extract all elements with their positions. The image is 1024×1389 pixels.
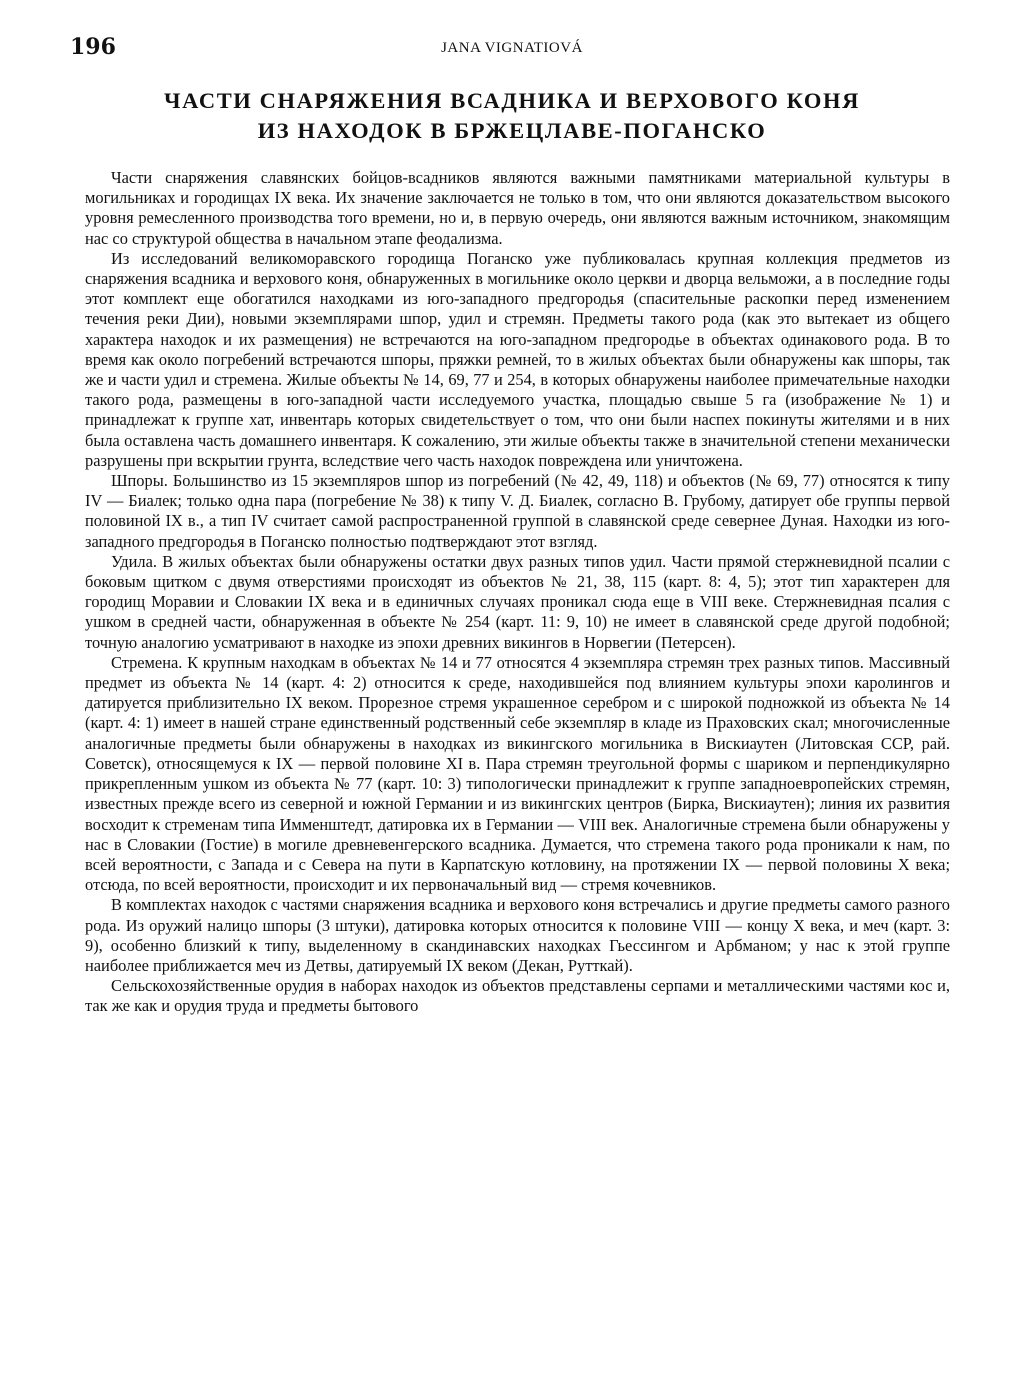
paragraph [85,895,950,976]
paragraph-text: Сельскохозяйственные орудия в наборах находок из объектов представлены серпами и металлическими частями кос и, так же как и орудия труда и предметы бытового [85,976,950,1016]
paragraph [85,976,950,1016]
article-title-line-1: ЧАСТИ СНАРЯЖЕНИЯ ВСАДНИКА И ВЕРХОВОГО КОНЯ [164,88,860,113]
running-title-author: JANA VIGNATIOVÁ [441,40,583,56]
article-body [85,168,950,1384]
paragraph-text: Части снаряжения славянских бойцов-всадников являются важными памятниками материальной культуры в могильниках и городищах IX века. Их значение заключается не только в том, что они являются доказательством высокого уровня ремесленного производства того времени, но и, в первую очередь, они являются важным источником, знакомящим нас со структурой общества в начальном этапе феодализма. [85,168,950,248]
article-title-line-2: ИЗ НАХОДОК В БРЖЕЦЛАВЕ-ПОГАНСКО [257,118,767,143]
paragraph-lead-word: Удила. [111,551,157,571]
paragraph [85,471,950,552]
paragraph [85,552,950,653]
paragraph [85,249,950,471]
paragraph-text: В комплектах находок с частями снаряжения всадника и верхового коня встречались и другие предметы самого разного рода. Из оружий налицо шпоры (3 штуки), датировка которых относится к половине VIII — концу X века, и меч (карт. 3: 9), особенно близкий к типу, выделенному в скандинавских находках Гьессингом и Арбманом; у нас к этой группе наиболее приближается меч из Детвы, датируемый IX веком (Декан, Рутткай). [85,895,950,975]
article-title [70,86,954,146]
paragraph [85,653,950,895]
paragraph-lead-word: Стремена. [111,652,183,672]
paragraph [85,168,950,249]
page-number: 196 [70,34,116,60]
paragraph-text: В жилых объектах были обнаружены остатки двух разных типов удил. Части прямой стержневидной псалии с боковым щитком с двумя отверстиями происходят из объектов № 21, 38, 115 (карт. 8: 4, 5); этот тип характерен для городищ Моравии и Словакии IX века и в единичных случаях проникал сюда еще в VIII веке. Стержневидная псалия с ушком в средней части, обнаруженная в объекте № 254 (карт. 11: 9, 10) не имеет в славянской среде другой подобной; точную аналогию усматривают в находке из эпохи древних викингов в Норвегии (Петерсен). [85,551,950,652]
paragraph-text: Из исследований великоморавского городища Поганско уже публиковалась крупная коллекция предметов из снаряжения всадника и верхового коня, обнаруженных в могильнике около церкви и дворца вельможи, а в последние годы этот комплект еще обогатился находками из юго-западного предгородья (спасительные раскопки перед изменением течения реки Дии), новыми экземплярами шпор, удил и стремян. Предметы такого рода (как это вытекает из общего характера находок и их размещения) не встречаются на юго-западном предгородье в объектах одинакового рода. В то время как около погребений встречаются шпоры, пряжки ремней, то в жилых объектах были обнаружены как шпоры, так же и части удил и стремена. Жилые объекты № 14, 69, 77 и 254, в которых обнаружены наиболее примечательные находки такого рода, размещены в юго-западной части исследуемого участка, площадью свыше 5 га (изображение № 1) и принадлежат к группе хат, инвентарь которых свидетельствует о том, что они были наспех покинуты жителями и в них была оставлена часть домашнего инвентаря. К сожалению, эти жилые объекты также в значительной степени механически разрушены при вскрытии грунта, вследствие чего часть находок повреждена или уничтожена. [85,248,950,470]
paragraph-text: К крупным находкам в объектах № 14 и 77 относятся 4 экземпляра стремян трех разных типов. Массивный предмет из объекта № 14 (карт. 4: 2) относится к среде, находившейся под влиянием культуры эпохи каролингов и датируется приблизительно IX веком. Прорезное стремя украшенное серебром и с широкой подножкой из объекта № 14 (карт. 4: 1) имеет в нашей стране единственный родственный себе экземпляр в кладе из Праховских скал; многочисленные аналогичные предметы были обнаружены в находках из викингского могильника в Вискиаутен (Литовская ССР, рай. Советск), относящемуся к IX — первой половине XI в. Пара стремян треугольной формы с шариком и перпендикулярно прикрепленным ушком из объекта № 77 (карт. 10: 3) типологически принадлежит к группе западноевропейских стремян, известных прежде всего из северной и южной Германии и из викингских центров (Бирка, Вискиаутен); линия их развития восходит к стременам типа Имменштедт, датировка их в Германии — VIII век. Аналогичные стремена были обнаружены у нас в Словакии (Гостие) в могиле древневенгерского всадника. Думается, что стремена такого рода проникали к нам, по всей вероятности, с Запада и с Севера на пути в Карпатскую котловину, на протяжении IX — первой половины X века; отсюда, по всей вероятности, происходит и их первоначальный вид — стремя кочевников. [85,652,950,895]
running-header [70,34,954,64]
paragraph-text: Большинство из 15 экземпляров шпор из погребений (№ 42, 49, 118) и объектов (№ 69, 77) относятся к типу IV — Биалек; только одна пара (погребение № 38) к типу V. Д. Биалек, согласно В. Грубому, датирует обе группы первой половиной IX в., а тип IV считает самой распространенной группой в славянской среде севернее Дуная. Находки из юго-западного предгородья в Поганско полностью подтверждают этот взгляд. [85,471,950,551]
paragraph-lead-word: Шпоры. [111,471,168,491]
